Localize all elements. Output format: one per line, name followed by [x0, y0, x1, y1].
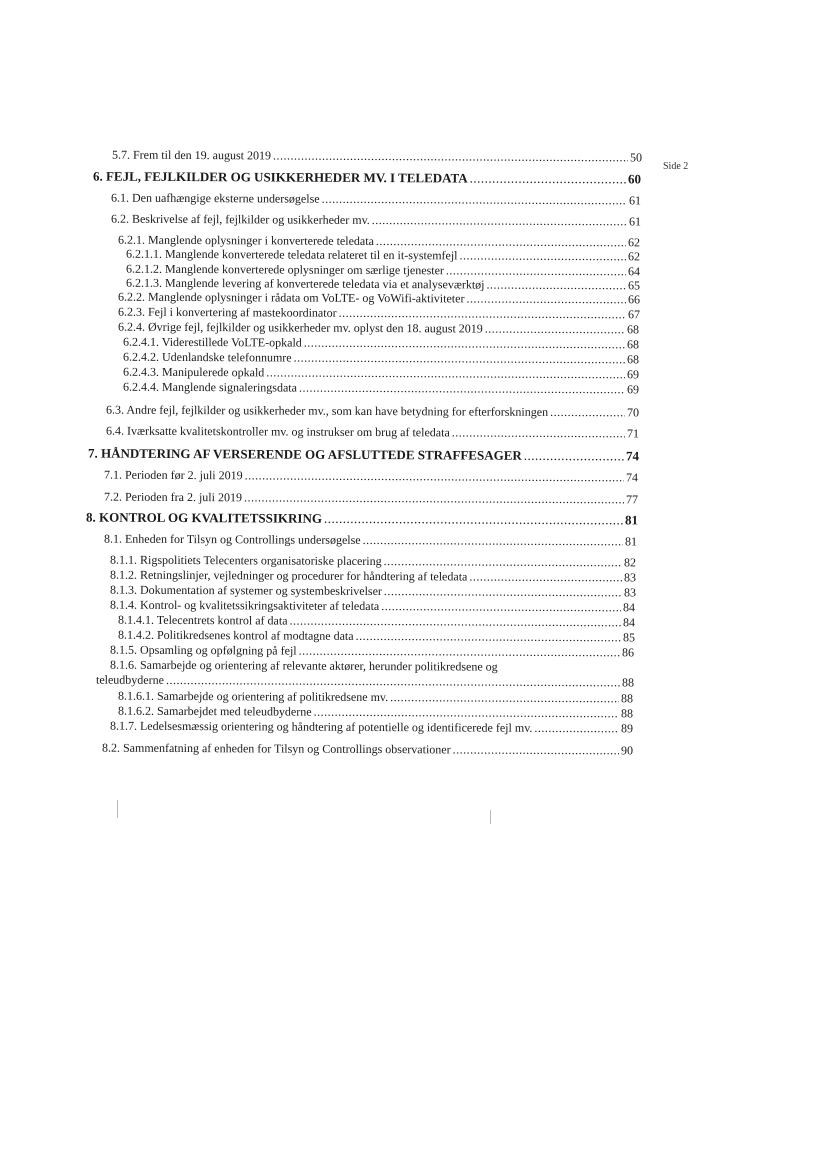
toc-entry-page: 71 — [626, 426, 640, 441]
toc-entry-page: 69 — [626, 382, 640, 397]
toc-entry-chapter[interactable] — [88, 447, 639, 464]
toc-entry-text: 6.2.1. Manglende oplysninger i konverterede teledata — [117, 232, 374, 248]
toc-entry-text: 8.1.5. Opsamling og opfølgning på fejl — [109, 642, 297, 658]
toc-entry-chapter[interactable] — [93, 170, 641, 187]
toc-entry-page: 83 — [623, 570, 637, 585]
toc-entry[interactable] — [118, 704, 633, 721]
toc-entry-chapter[interactable] — [86, 511, 638, 528]
toc-entry[interactable] — [123, 365, 639, 382]
toc-entry-page: 74 — [625, 448, 640, 464]
toc-entry[interactable] — [104, 532, 637, 549]
toc-entry[interactable] — [126, 247, 640, 264]
toc-entry[interactable] — [123, 380, 639, 397]
toc-entry-page: 60 — [627, 171, 642, 187]
toc-entry-text: 6.2.4. Øvrige fejl, fejlkilder og usikkerheder mv. oplyst den 18. august 2019 — [117, 319, 483, 336]
toc-entry-text: 8.1.6. Samarbejde og orientering af relevante aktører, herunder politikredsene og — [109, 657, 498, 674]
toc-entry-text: 5.7. Frem til den 19. august 2019 — [111, 147, 272, 163]
toc-entry-page: 88 — [621, 675, 635, 690]
page-label: Side 2 — [663, 161, 689, 172]
toc-entry-text: 6.1. Den uafhængige eksterne undersøgelse — [110, 190, 320, 206]
toc-entry[interactable] — [118, 305, 640, 322]
toc-entry-text: 8.1.3. Dokumentation af systemer og systembeskrivelser — [109, 582, 382, 599]
toc-entry-text: 8. KONTROL OG KVALITETSSIKRING — [85, 509, 323, 526]
toc-entry-page: 84 — [622, 615, 636, 630]
toc-entry[interactable] — [110, 719, 633, 736]
toc-entry-text: 8.1.2. Retningslinjer, vejledninger og procedurer for håndtering af teledata — [109, 567, 468, 584]
toc-entry-text: 8.1.4.1. Telecentrets kontrol af data — [117, 612, 288, 628]
toc-entry-page: 81 — [624, 512, 639, 528]
toc-entry[interactable] — [111, 212, 641, 229]
toc-entry[interactable] — [106, 424, 639, 441]
toc-entry-page: 67 — [627, 307, 641, 322]
toc-entry-text: 8.1. Enheden for Tilsyn og Controllings undersøgelse — [103, 531, 361, 547]
toc-entry-page: 68 — [626, 337, 640, 352]
toc-entry-page: 81 — [624, 534, 638, 549]
toc-entry-page: 77 — [625, 492, 639, 507]
toc-entry[interactable] — [110, 568, 636, 585]
toc-entry-text: 8.1.6.1. Samarbejde og orientering af politikredsene mv. — [117, 688, 389, 705]
toc-entry-text: 6.2.1.3. Manglende levering af konverterede teledata via et analyseværktøj — [125, 275, 485, 292]
toc-entry-text: 6.2.2. Manglende oplysninger i rådata om VoLTE- og VoWifi-aktiviteter — [117, 289, 465, 306]
toc-entry-page: 50 — [629, 150, 643, 165]
toc-entry-page: 82 — [623, 555, 637, 570]
toc-entry-text: 6.2.1.1. Manglende konverterede teledata relateret til en it-systemfejl — [125, 246, 458, 263]
toc-entry[interactable] — [118, 613, 635, 630]
toc-entry-text: 7.2. Perioden fra 2. juli 2019 — [103, 489, 243, 505]
toc-entry[interactable] — [118, 689, 633, 706]
toc-entry-page: 68 — [626, 352, 640, 367]
toc-entry-text: 6.2.4.1. Viderestillede VoLTE-opkald — [122, 334, 302, 350]
toc-entry-text-line2: teleudbyderne — [95, 672, 165, 687]
toc-entry[interactable] — [123, 350, 639, 367]
toc-entry-text: 6. FEJL, FEJLKILDER OG USIKKERHEDER MV. I TELEDATA — [92, 168, 468, 186]
toc-entry-page: 61 — [628, 193, 642, 208]
toc-entry-page: 88 — [620, 691, 634, 706]
toc-entry-page: 62 — [627, 235, 641, 250]
toc-entry-text: 8.1.6.2. Samarbejdet med teleudbyderne — [117, 703, 312, 719]
toc-entry-page: 85 — [622, 630, 636, 645]
toc-entry[interactable] — [110, 583, 636, 600]
toc-entry-page: 74 — [625, 470, 639, 485]
toc-entry-page: 88 — [620, 706, 634, 721]
toc-entry[interactable] — [102, 741, 633, 758]
toc-entry[interactable] — [104, 490, 638, 507]
toc-entry[interactable] — [123, 335, 639, 352]
toc-entry-text: 7.1. Perioden før 2. juli 2019 — [103, 467, 243, 483]
toc-entry-page: 86 — [621, 645, 635, 660]
toc-entry-page: 62 — [627, 249, 641, 264]
toc-entry-text: 7. HÅNDTERING AF VERSERENDE OG AFSLUTTEDE STRAFFESAGER — [87, 445, 522, 463]
toc-entry[interactable] — [118, 628, 635, 645]
toc-entry-text: 8.2. Sammenfatning af enheden for Tilsyn og Controllings observationer — [101, 740, 451, 757]
toc-entry[interactable] — [110, 643, 634, 660]
toc-entry[interactable] — [104, 468, 638, 485]
toc-entry-page: 65 — [627, 278, 641, 293]
scan-artifact — [117, 800, 118, 818]
toc-entry-text: 6.2.3. Fejl i konvertering af mastekoordinator — [117, 304, 337, 320]
toc-entry-page: 66 — [627, 292, 641, 307]
toc-entry-text: 6.2.4.2. Udenlandske telefonnumre — [122, 349, 292, 365]
toc-entry-text: 6.4. Iværksatte kvalitetskontroller mv. og instrukser om brug af teledata — [105, 423, 450, 440]
toc-entry[interactable] — [106, 403, 639, 420]
toc-entry[interactable] — [110, 598, 635, 615]
toc-entry-page: 83 — [623, 585, 637, 600]
toc-entry-page: 69 — [626, 367, 640, 382]
toc-entry[interactable] — [111, 191, 641, 208]
scan-artifact — [490, 810, 491, 824]
toc-entry-page: 89 — [620, 721, 634, 736]
toc-entry-text: 6.3. Andre fejl, fejlkilder og usikkerheder mv., som kan have betydning for efterforskningen — [105, 402, 549, 419]
toc-entry[interactable] — [110, 553, 636, 570]
toc-entry[interactable] — [118, 290, 640, 307]
toc-entry-page: 90 — [620, 743, 634, 758]
toc-entry[interactable] — [118, 320, 639, 337]
toc-entry-page: 61 — [628, 214, 642, 229]
toc-entry-page: 68 — [626, 322, 640, 337]
toc-entry-text: 8.1.4.2. Politikredsenes kontrol af modtagne data — [117, 627, 354, 643]
toc-entry-page: 70 — [626, 405, 640, 420]
toc-entry[interactable] — [112, 148, 642, 165]
toc-entry-text-line1 — [110, 658, 634, 675]
toc-entry-text: 6.2.4.4. Manglende signaleringsdata — [122, 379, 298, 395]
toc-entry-text: 8.1.1. Rigspolitiets Telecenters organisatoriske placering — [109, 552, 382, 569]
toc-entry-text: 8.1.4. Kontrol- og kvalitetssikringsaktiviteter af teledata — [109, 597, 380, 614]
toc-entry-text: 6.2. Beskrivelse af fejl, fejlkilder og usikkerheder mv. — [110, 211, 370, 227]
toc-entry[interactable] — [96, 673, 634, 690]
toc-entry-text: 6.2.4.3. Manipulerede opkald — [122, 364, 265, 380]
toc-entry-text: 6.2.1.2. Manglende konverterede oplysninger om særlige tjenester — [125, 261, 444, 278]
toc-entry-text: 8.1.7. Ledelsesmæssig orientering og håndtering af potentielle og identificerede fejl mv. — [109, 718, 533, 735]
toc-entry-page: 84 — [622, 600, 636, 615]
toc-entry-page: 64 — [627, 264, 641, 279]
